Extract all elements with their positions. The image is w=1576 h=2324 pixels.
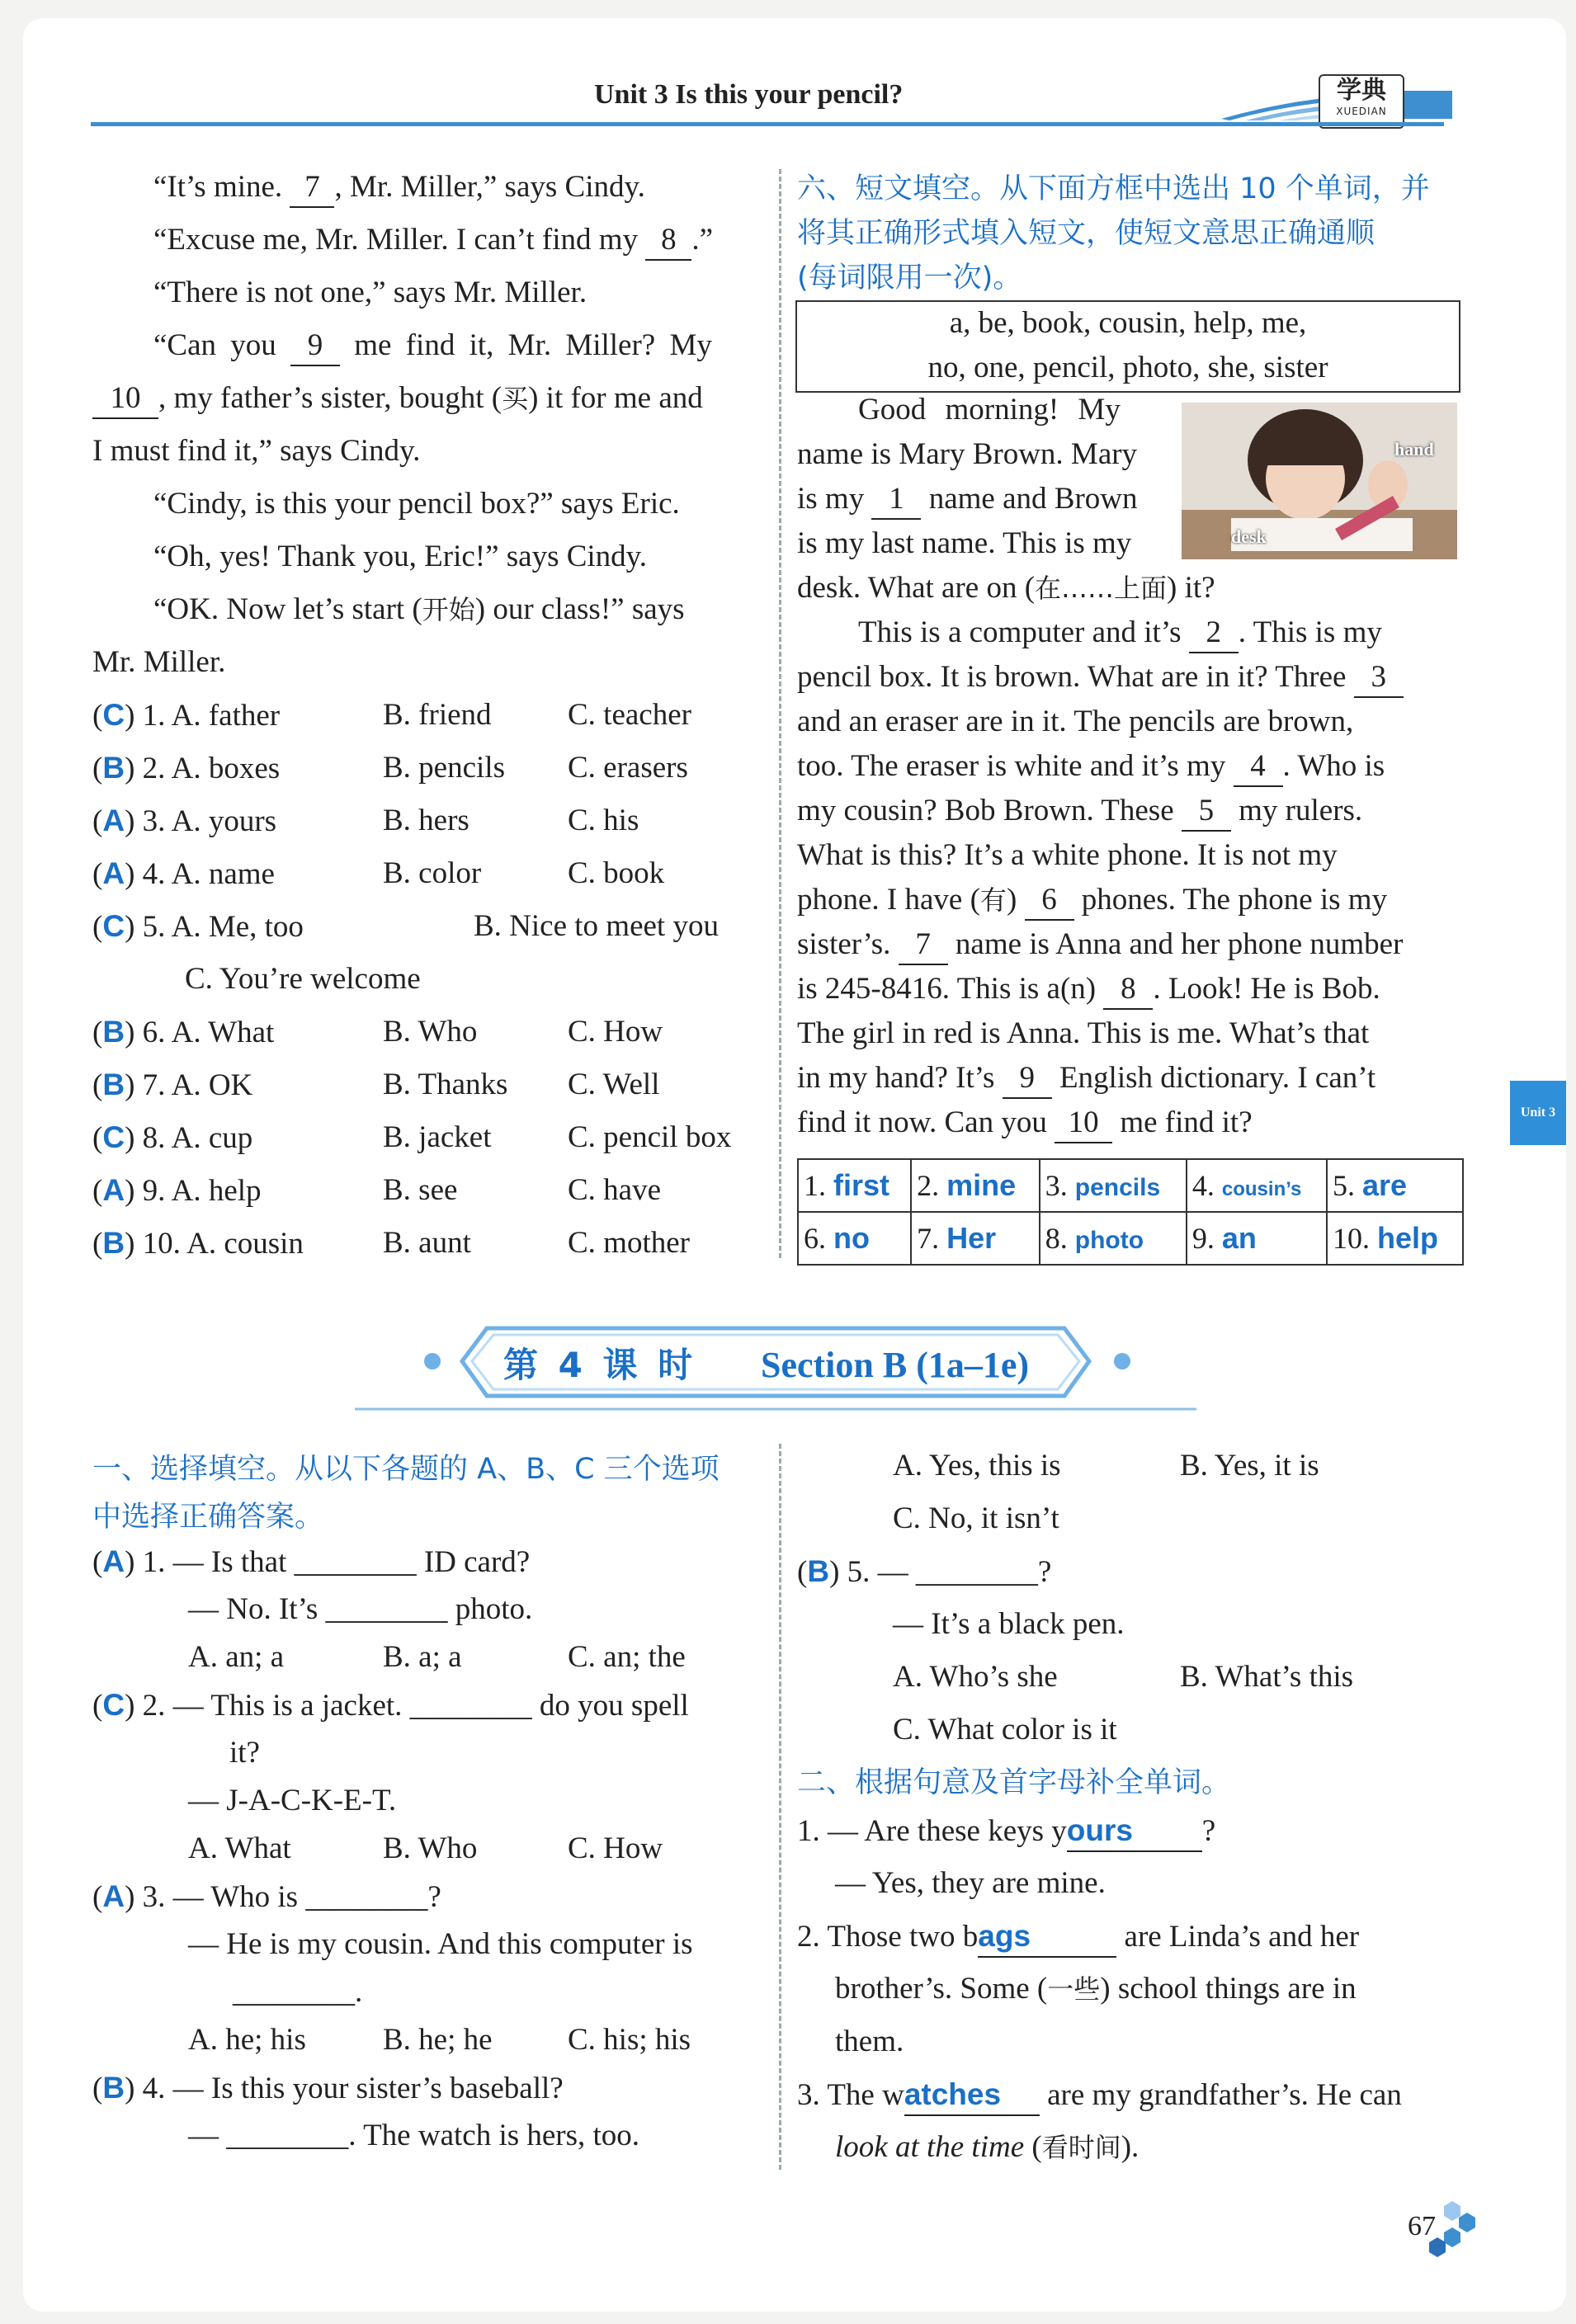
option: C. No, it isn’t [893, 1501, 1059, 1535]
passage-line: What is this? It’s a white phone. It is not my [797, 838, 1338, 872]
answer-cell: 1. first [798, 1159, 911, 1212]
mc-row: (B) 6. A. What [92, 1015, 275, 1049]
mc-option: B. Nice to meet you [474, 909, 719, 943]
passage-line: my cousin? Bob Brown. These 5 my rulers. [797, 792, 1362, 832]
mc-option: C. teacher [568, 698, 691, 732]
fill-word-3: 3. The watches are my grandfather’s. He can [797, 2076, 1402, 2116]
question-2: (C) 2. — This is a jacket. ________ do you spell [92, 1688, 689, 1723]
passage-line: is my 1 name and Brown [797, 480, 1138, 520]
mc-row: (A) 9. A. help [92, 1173, 262, 1208]
question-line: it? [229, 1736, 260, 1770]
question-line: ________. [233, 1975, 363, 2009]
mc-option: C. You’re welcome [185, 962, 421, 996]
part2-heading: 二、根据句意及首字母补全单词。 [797, 1766, 1231, 1799]
passage-line: find it now. Can you 10 me find it? [797, 1104, 1253, 1143]
passage-line: “Oh, yes! Thank you, Eric!” says Cindy. [153, 540, 648, 573]
lesson-number: 第 4 课 时 [503, 1345, 693, 1385]
lesson-section: Section B (1a–1e) [761, 1345, 1030, 1385]
option: B. a; a [383, 1640, 462, 1674]
question-line: — It’s a black pen. [893, 1607, 1125, 1641]
mc-option: C. Well [568, 1068, 660, 1101]
question-line: brother’s. Some (一些) school things are in [835, 1972, 1357, 2006]
passage-line: “There is not one,” says Mr. Miller. [153, 276, 587, 309]
answer-table [797, 1158, 1464, 1266]
answer-cell: 5. are [1327, 1159, 1463, 1212]
answer-cell: 8. photo [1040, 1212, 1187, 1265]
page-header-title: Unit 3 Is this your pencil? [594, 79, 904, 110]
option: B. Yes, it is [1180, 1449, 1319, 1483]
page-number: 67 [1408, 2211, 1436, 2242]
passage-line: This is a computer and it’s 2 . This is my [858, 614, 1382, 653]
xuedian-logo: 学典 XUEDIAN [1319, 74, 1404, 129]
question-5: (B) 5. — ________? [797, 1554, 1052, 1589]
passage-line: too. The eraser is white and it’s my 4 . Who is [797, 747, 1385, 787]
passage-line: “Can you 9 me find it, Mr. Miller? My [153, 327, 712, 366]
mc-option: C. pencil box [568, 1120, 732, 1154]
question-line: — ________. The watch is hers, too. [188, 2119, 640, 2152]
mc-option: B. aunt [383, 1226, 471, 1260]
mc-row: (C) 1. A. father [92, 698, 281, 733]
mc-row: (B) 7. A. OK [92, 1068, 253, 1102]
passage-line: desk. What are on (在……上面) it? [797, 571, 1215, 605]
question-line: look at the time (看时间). [835, 2130, 1140, 2164]
girl-reading-photo [1182, 403, 1457, 559]
passage-line: “OK. Now let’s start (开始) our class!” says [153, 592, 685, 626]
question-1: (A) 1. — Is that ________ ID card? [92, 1544, 531, 1579]
passage-line: I must find it,” says Cindy. [92, 434, 421, 468]
mc-option: C. book [568, 856, 665, 890]
section6-heading: 将其正确形式填入短文，使短文意思正确通顺 [797, 217, 1375, 250]
column-divider-top [779, 169, 781, 1258]
mc-row: (B) 10. A. cousin [92, 1226, 304, 1261]
option: B. What’s this [1180, 1660, 1354, 1694]
word-bank-box [795, 300, 1460, 393]
passage-line: “Excuse me, Mr. Miller. I can’t find my 8 .” [153, 221, 713, 261]
passage-line: “Cindy, is this your pencil box?” says Eric. [153, 487, 680, 521]
mc-option: C. How [568, 1015, 663, 1049]
option: B. he; he [383, 2023, 493, 2057]
question-line: — No. It’s ________ photo. [188, 1592, 533, 1626]
part1-heading: 中选择正确答案。 [92, 1501, 324, 1534]
option: A. an; a [188, 1640, 285, 1674]
fill-word-1: 1. — Are these keys yours ? [797, 1812, 1215, 1852]
part1-heading: 一、选择填空。从以下各题的 A、B、C 三个选项 [92, 1453, 720, 1486]
answer-cell: 2. mine [911, 1159, 1040, 1212]
mc-option: B. pencils [383, 751, 505, 785]
passage-line: name is Mary Brown. Mary [797, 437, 1138, 471]
mc-row: (C) 5. A. Me, too [92, 909, 304, 944]
passage-line: Good morning! My [858, 393, 1121, 427]
question-line: — J-A-C-K-E-T. [188, 1784, 397, 1817]
option: A. Yes, this is [893, 1449, 1061, 1483]
passage-line: in my hand? It’s 9 English dictionary. I can’t [797, 1059, 1375, 1099]
word-bank-line: a, be, book, cousin, help, me, [949, 306, 1307, 340]
passage-line: and an eraser are in it. The pencils are brown, [797, 705, 1354, 738]
photo-label-desk: desk [1231, 526, 1267, 547]
mc-option: B. color [383, 856, 482, 890]
answer-cell: 10. help [1327, 1212, 1463, 1265]
passage-line: “It’s mine. 7 , Mr. Miller,” says Cindy. [153, 168, 645, 208]
mc-option: B. jacket [383, 1120, 492, 1154]
section6-heading: (每词限用一次)。 [797, 262, 1022, 295]
header-logo-bar [1403, 91, 1452, 119]
section6-heading: 六、短文填空。从下面方框中选出 10 个单词，并 [797, 172, 1430, 205]
option: C. What color is it [893, 1713, 1117, 1747]
mc-option: C. mother [568, 1226, 690, 1260]
question-line: — Yes, they are mine. [835, 1866, 1106, 1900]
photo-label-hand: hand [1394, 439, 1434, 460]
lesson-banner [355, 1320, 1196, 1412]
option: C. an; the [568, 1640, 686, 1674]
hexagon-decoration [1427, 2194, 1477, 2260]
answer-cell: 9. an [1187, 1212, 1327, 1265]
passage-line: 10 , my father’s sister, bought (买) it for me and [92, 379, 703, 419]
mc-option: B. Who [383, 1015, 478, 1049]
mc-row: (B) 2. A. boxes [92, 751, 281, 785]
option: C. How [568, 1831, 663, 1865]
header-rule [91, 122, 1444, 126]
option: A. he; his [188, 2023, 306, 2057]
mc-option: B. see [383, 1173, 458, 1207]
question-3: (A) 3. — Who is ________? [92, 1879, 441, 1914]
answer-cell: 6. no [798, 1212, 911, 1265]
option: C. his; his [568, 2023, 691, 2057]
unit-side-tab: Unit 3 [1510, 1081, 1566, 1145]
passage-line: pencil box. It is brown. What are in it? Three 3 [797, 658, 1404, 698]
fill-word-2: 2. Those two bags are Linda’s and her [797, 1917, 1359, 1958]
mc-row: (C) 8. A. cup [92, 1120, 253, 1155]
mc-row: (A) 3. A. yours [92, 804, 277, 838]
question-line: them. [835, 2025, 904, 2058]
column-divider-bottom [779, 1444, 781, 2170]
passage-line: The girl in red is Anna. This is me. What’s that [797, 1016, 1370, 1050]
option: B. Who [383, 1831, 478, 1865]
passage-line: Mr. Miller. [92, 645, 226, 679]
option: A. Who’s she [893, 1660, 1058, 1694]
question-4: (B) 4. — Is this your sister’s baseball? [92, 2071, 564, 2105]
question-line: — He is my cousin. And this computer is [188, 1927, 693, 1961]
passage-line: is 245-8416. This is a(n) 8 . Look! He is Bob. [797, 970, 1380, 1010]
word-bank-line: no, one, pencil, photo, she, sister [927, 351, 1328, 384]
passage-line: is my last name. This is my [797, 526, 1132, 560]
mc-option: C. have [568, 1173, 662, 1207]
mc-option: B. hers [383, 804, 469, 837]
passage-line: sister’s. 7 name is Anna and her phone number [797, 926, 1403, 965]
mc-row: (A) 4. A. name [92, 856, 275, 891]
mc-option: B. friend [383, 698, 492, 732]
mc-option: C. his [568, 804, 639, 837]
mc-option: C. erasers [568, 751, 688, 785]
option: A. What [188, 1831, 291, 1865]
mc-option: B. Thanks [383, 1068, 508, 1101]
passage-line: phone. I have (有) 6 phones. The phone is my [797, 881, 1387, 921]
answer-cell: 7. Her [911, 1212, 1040, 1265]
answer-cell: 4. cousin’s [1187, 1159, 1327, 1212]
answer-cell: 3. pencils [1040, 1159, 1187, 1212]
girl-reading-illustration [1182, 403, 1457, 559]
